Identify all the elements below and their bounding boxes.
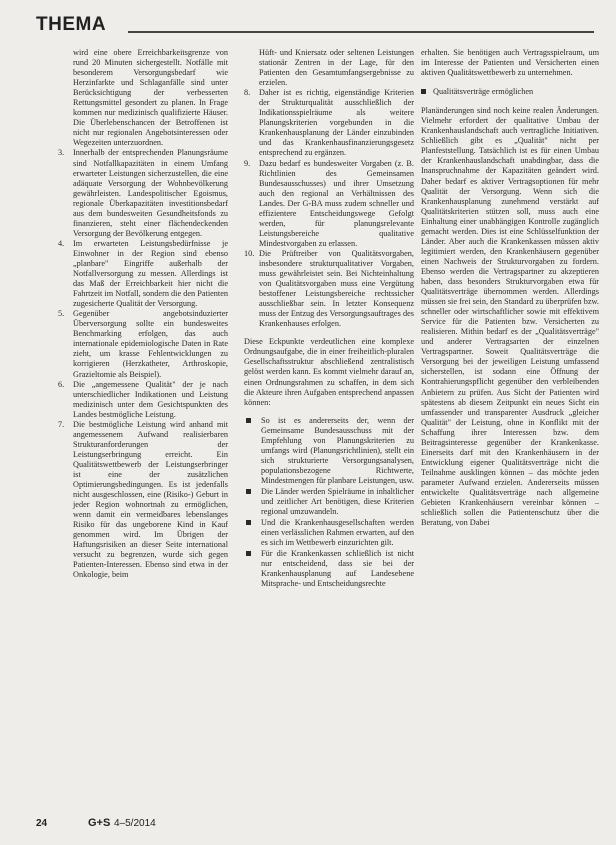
bullet-text: Die Länder werden Spielräume in inhaltlicher und zeitlicher Art benötigen, diese Kriterien regional umzuwandeln.: [261, 486, 414, 517]
paragraph: Planänderungen sind noch keine realen Änderungen. Vielmehr erfordert der qualitative Umbau der Krankenhauslandschaft auch vertragliche Initiativen. Schließlich gibt es „Qualität" nicht per Planfeststellung. Tatsächlich ist es für einen Umbau der Krankenhauslandschaft unabdingbar, dass die Inanspruchnahme der Kapazitäten geändert wird. Daher bedarf es aktiver Vertragsoptionen für mehr Qualität der Versorgung. Wenn sich die Krankenhausplanung zunehmend verstärkt auf Qualitätskriterien stützen soll, muss auch eine Einhaltung einer unabhängigen Kontrolle zugänglich gemacht werden. Dies ist eine Schlüsselfunktion der Länder. Aber auch die Krankenkassen müssen aktiv legitimiert werden, den Krankenhäusern gegenüber einen Nachweis der Strukturvorgaben zu fordern. Ebenso werden die Vertragspartner zu akzeptieren haben, dass besonders Strukturvorgaben etwa für Qualitätsverträge übernommen werden. Allerdings müssen sie frei sein, den Standard zu überprüfen bzw. schneller oder wirtschaftlicher sowie mit effektivem Service für die Patienten bzw. Versicherten zu realisieren. Mithin bedarf es der „Qualitätsverträge" und anderer Vertragsarten der einzelnen Vertragspartner. Soweit Qualitätsverträge die Versorgung bei der jeweiligen Leistung umfassend sicherstellen, ist sodann eine Öffnung der Kontrahierungspflicht gegenüber den verbleibenden Anbietern zu prüfen. Aus Sicht der Patienten wird spätestens ab diesem Zeitpunkt ein neues Sicht ein umfassender und transparenter Ausdruck „gleicher Qualität" der Leistung, ohne in Konflikt mit der Schaffung ihrer Interessen bzw. dem Beitragsinteresse gegenüber der Krankenkasse. Einerseits darf mit den Krankenhäusern in der Entwicklung eigener Qualitätsverträge nicht die Teilnahme ausklingen können – das möchte jeden parameter Aufwand erzielen. Andererseits müssen entwickelte Qualitätsverträge nach allgemeine Gebieten Krankenhäusern vereinbar können – schließlich sollen die Patientenschutz über die Beratung, von Dabei: [421, 106, 599, 528]
subheading: [421, 87, 599, 97]
item-number: 4.: [58, 238, 65, 248]
paragraph: erhalten. Sie benötigen auch Vertragsspielraum, um im Interesse der Patienten und Versicherten einen aktiven Qualitätswettbewerb zu unternehmen.: [421, 48, 599, 78]
item-text: Innerhalb der entsprechenden Planungsräume sind Notfallkapazitäten in einem Umfang erwarteter Leistungen sicherzustellen, die eine adäquate Versorgung der Wohnbevölkerung gewährleisten. Landespolitischer Egoismus, regionale Überkapazitäten investitionsbedarf aus dem bundesweiten Gesundheitsfonds zu finanzieren, steht einer flächendeckenden Versorgung der Bevölkerung entgegen.: [73, 148, 228, 238]
list-item: [58, 148, 228, 238]
list-item: [58, 239, 228, 309]
list-item: [58, 420, 228, 581]
bullet-item: [244, 487, 414, 517]
paragraph: Hüft- und Kniersatz oder seltenen Leistungen stationär Zentren in der Lage, für den Patienten den Gesamtumfangsergebnisse zu erzielen.: [259, 48, 414, 88]
paragraph: Diese Eckpunkte verdeutlichen eine komplexe Ordnungsaufgabe, die in einer freiheitlich-pluralen Gesellschaftsstruktur abschließend zentralistisch gelöst werden kann. Es kommt vielmehr darauf an, einen Ordnungsrahmen zu schaffen, in dem sich die Akteure ihren Aufgaben entsprechend anpassen können:: [244, 337, 414, 407]
item-number: 6.: [58, 379, 65, 389]
page-header: [36, 12, 596, 36]
subheading-text: Qualitätsverträge ermöglichen: [433, 87, 534, 97]
list-item: [58, 309, 228, 379]
item-number: 3.: [58, 148, 65, 158]
journal-logo: G+S: [88, 817, 111, 829]
bullet-square-icon: [246, 520, 251, 525]
item-number: 9.: [244, 158, 251, 168]
bullet-square-icon: [246, 489, 251, 494]
paragraph: wird eine obere Erreichbarkeitsgrenze von rund 20 Minuten sichergestellt. Notfälle mit besonderem Versorgungsbedarf wie Herzinfarkte und Schlaganfälle sind unter Berücksichtigung der verbesserten Rettungsmittel gesondert zu planen. In Frage kommen nur medizinisch qualifizierte Häuser. Die Überlebenschancen der Betroffenen ist nicht nur regionalen Angebotsinteressen oder Wegezeiten unterzuordnen.: [73, 48, 228, 148]
bullet-text: Für die Krankenkassen schließlich ist nicht nur entscheidend, dass sie bei der Krankenhausplanung auf Landesebene Mitsprache- und Entscheidungsrechte: [261, 549, 414, 589]
column-2: [244, 48, 414, 590]
item-number: 7.: [58, 419, 65, 429]
issue-label: 4–5/2014: [114, 818, 156, 829]
item-text: Im erwarteten Leistungsbedürfnisse je Einwohner in der Region sind ebenso „planbare" Eingriffe außerhalb der Notfallversorgung zu messen. Allerdings ist das Maß der Erreichbarkeit hier nicht die Fahrtzeit im Notfall, sondern die den Patienten zugesicherte Qualität der Versorgung.: [73, 238, 228, 309]
heading-square-icon: [421, 89, 426, 94]
item-text: Die Prüftreiber von Qualitätsvorgaben, insbesondere strukturqualitativer Vorgaben, muss gewährleistet sein. Bei Nichteinhaltung von Qualitätsvorgaben muss eine Vergütung bestoffener Leistungsbereiche rechtssicher ausschließbar sein. In letzter Konsequenz muss der Entzug des Versorgungsauftrages des Krankenhauses erfolgen.: [259, 248, 414, 329]
item-number: 8.: [244, 88, 251, 98]
item-number: 5.: [58, 309, 65, 319]
column-1: [58, 48, 228, 580]
header-rule: [128, 31, 594, 33]
item-text: Die bestmögliche Leistung wird anhand mit angemessenem Aufwand realisierbaren Strukturanforderungen der Leistungserbringung erreicht. Ein Qualitätswettbewerb der Leistungserbringer ist eine der zusätzlichen Optimierungsbedingungen. Es ist jedenfalls nicht ausgeschlossen, eine (Risiko-) Geburt in jeder Region wohnortnah zu ermöglichen, wenn damit ein vermeidbares lebenslanges Risiko für das ungeborene Kind in Kauf genommen wird. Im Übrigen der Haftungsrisiken an dieser Seite international versucht zu begrenzen, wurde sich gegen Patienten-Interessen. Ebenso sind etwa in der Onkologie, beim: [73, 419, 228, 580]
item-text: Dazu bedarf es bundesweiter Vorgaben (z. B. Richtlinien des Gemeinsamen Bundesausschusses) und ihrer Umsetzung auch den regional an Verhältnissen des Landes. Der G-BA muss zudem schneller und effizientere Entscheidungswege Gefolgt werden, für planungsrelevante Leistungsbereiche qualitative Mindestvorgaben zu erlassen.: [259, 158, 414, 248]
list-item: [244, 88, 414, 158]
bullet-text: Und die Krankenhausgesellschaften werden einen verlässlichen Rahmen erwarten, auf den es sich im Wettbewerb einzurichten gilt.: [261, 518, 414, 548]
bullet-text: So ist es andererseits der, wenn der Gemeinsame Bundesausschuss mit der Empfehlung von Planungskriterien zu umfangs wird (Planungsrichtlinien), stellt ein sich strukturierte Versorgungsanalysen, populationsbezogene Richtwerte, Mindestmengen für planbare Leistungen, usw.: [261, 415, 414, 485]
item-text: Die „angemessene Qualität" der je nach unterschiedlicher Indikationen und Leistung medizinisch unter dem Gesichtspunkten des Landes bestmögliche Leistung.: [73, 379, 228, 419]
item-text: Daher ist es richtig, eigenständige Kriterien der Strukturqualität ausschließlich der Indikationsspielräume als weitere Planungskriterien vorgebunden in die Krankenhausplanung der Länder einzubinden und das Krankenhausfinanzierungsgesetz entsprechend zu ergänzen.: [259, 88, 414, 158]
list-item: [244, 159, 414, 249]
bullet-square-icon: [246, 551, 251, 556]
page-number: 24: [36, 818, 48, 829]
column-3: [421, 48, 599, 528]
bullet-item: [244, 416, 414, 486]
page-footer: [36, 818, 596, 834]
bullet-square-icon: [246, 418, 251, 423]
item-number: 10.: [244, 248, 255, 258]
list-item: [58, 380, 228, 420]
bullet-item: [244, 549, 414, 589]
item-text: Gegenüber angebotsinduzierter Überversorgung sollte ein bundesweites Benchmarking erfolgen, das auch internationale epidemiologische Daten in Rate zieht, um krasse Fehlentwicklungen zu korrigieren (Herzkatheter, Arthroskopie, Grazieltomie als Beispiel).: [73, 309, 228, 379]
list-item: [244, 249, 414, 329]
bullet-item: [244, 518, 414, 548]
section-title: THEMA: [36, 14, 107, 35]
